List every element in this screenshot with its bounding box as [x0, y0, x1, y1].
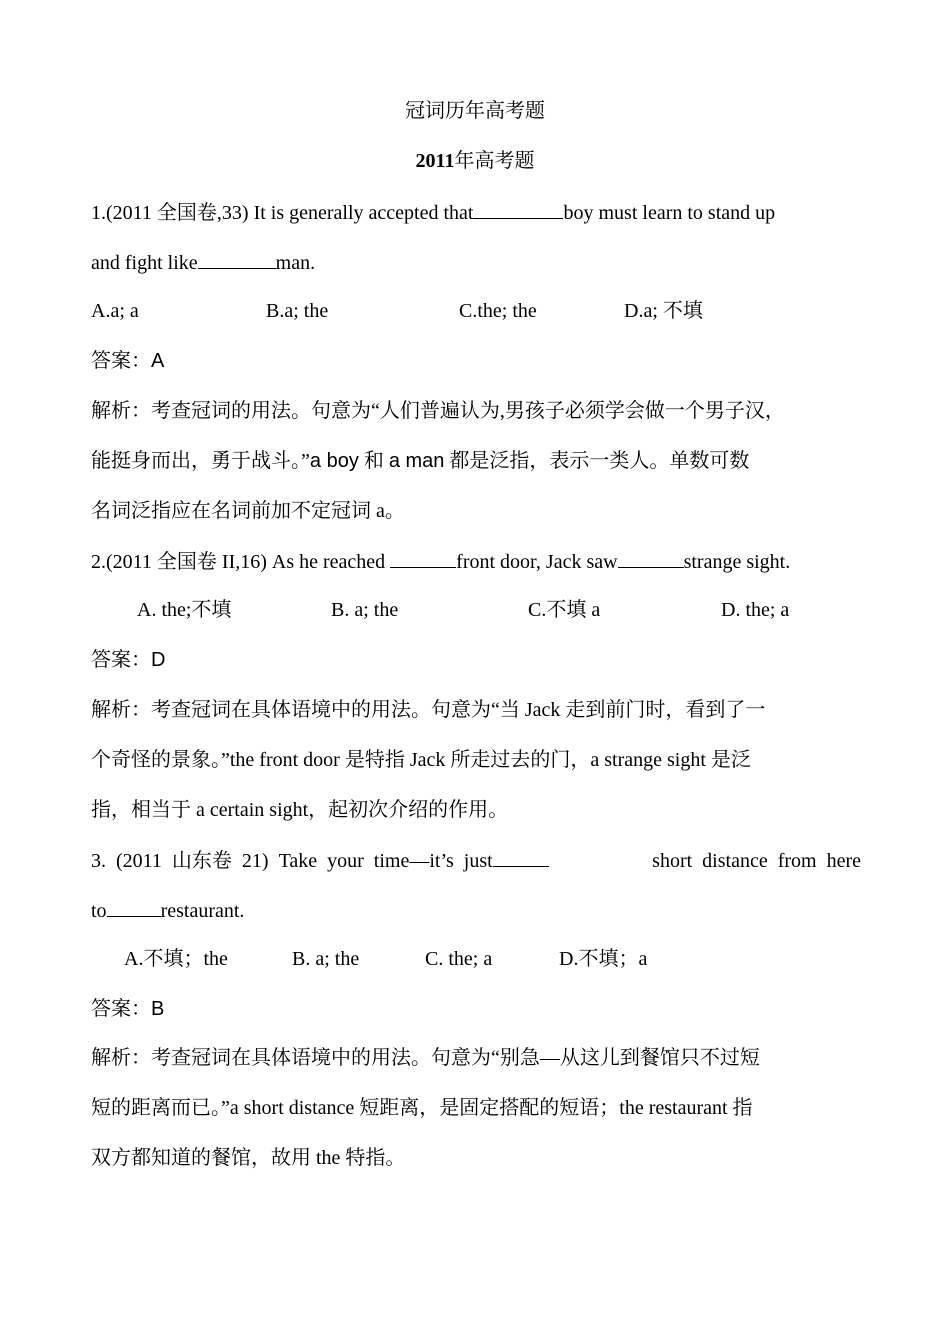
- q1-stem-part: man.: [275, 252, 316, 274]
- q1-stem-part: boy must learn to stand up: [563, 202, 776, 224]
- q2-option-a: A. the;不填: [137, 599, 232, 621]
- q1-options: [91, 298, 861, 324]
- answer-value: D: [151, 649, 166, 671]
- q2-explanation-line1: 解析：考查冠词在具体语境中的用法。句意为“当 Jack 走到前门时，看到了一: [91, 699, 766, 721]
- q3-options: [91, 946, 861, 972]
- q3-answer: [91, 996, 861, 1022]
- q2-option-d: D. the; a: [721, 599, 790, 621]
- q1-explanation-line2: [91, 448, 861, 474]
- q3-option-b: B. a; the: [292, 948, 360, 970]
- q2-blank-1: [390, 547, 456, 568]
- q3-blank-1: [493, 846, 549, 867]
- q2-option-b: B. a; the: [331, 599, 399, 621]
- q3-blank-2: [107, 896, 161, 917]
- q3-stem-line2: [91, 896, 861, 924]
- q1-stem-part: and fight like: [91, 252, 198, 274]
- q1-exp-part: a man: [388, 450, 445, 472]
- section-heading-text: 年高考题: [454, 150, 535, 172]
- q3-stem-part: restaurant.: [160, 900, 245, 922]
- q3-stem-line1: [91, 846, 861, 874]
- document-title: 冠词历年高考题: [405, 100, 545, 122]
- q1-exp-part: 和: [358, 450, 389, 472]
- q2-answer: [91, 647, 861, 673]
- q1-exp-part: 能挺身而出，勇于战斗。”: [91, 450, 310, 472]
- q2-stem-part: 2.(2011 全国卷 II,16) As he reached: [91, 551, 391, 573]
- q1-option-b: B.a; the: [266, 300, 329, 322]
- q1-stem-line2: [91, 248, 861, 276]
- answer-label: 答案：: [91, 350, 151, 372]
- q3-explanation-line2: 短的距离而已。”a short distance 短距离，是固定搭配的短语；the restaurant 指: [91, 1097, 753, 1119]
- answer-label: 答案：: [91, 649, 151, 671]
- q2-explanation-line3: 指，相当于 a certain sight，起初次介绍的作用。: [91, 799, 509, 821]
- q1-exp-part: a boy: [309, 450, 359, 472]
- q3-stem-part: 3. (2011 山东卷 21) Take your time—it’s just: [91, 850, 493, 872]
- q2-blank-2: [618, 547, 684, 568]
- answer-value: A: [151, 350, 165, 372]
- section-heading: [0, 148, 950, 174]
- q1-option-d: D.a; 不填: [624, 300, 703, 322]
- q1-exp-part: 都是泛指，表示一类人。单数可数: [444, 450, 750, 472]
- q2-explanation-line2: 个奇怪的景象。”the front door 是特指 Jack 所走过去的门，a strange sight 是泛: [91, 749, 751, 771]
- q3-option-a: A.不填；the: [124, 948, 228, 970]
- q1-explanation-line1: 解析：考查冠词的用法。句意为“人们普遍认为,男孩子必须学会做一个男子汉，: [91, 400, 785, 422]
- q3-option-c: C. the; a: [425, 948, 493, 970]
- q1-blank-2: [198, 248, 276, 269]
- q2-stem-part: strange sight.: [683, 551, 791, 573]
- q1-blank-1: [473, 198, 563, 219]
- q2-stem: [91, 547, 861, 575]
- q1-option-a: A.a; a: [91, 300, 139, 322]
- q1-stem-line1: [91, 198, 861, 226]
- q1-stem-part: 1.(2011 全国卷,33) It is generally accepted that: [91, 202, 474, 224]
- q3-stem-part: short distance from here: [652, 850, 861, 872]
- q3-option-d: D.不填；a: [559, 948, 648, 970]
- q3-explanation-line1: 解析：考查冠词在具体语境中的用法。句意为“别急—从这儿到餐馆只不过短: [91, 1047, 760, 1069]
- answer-value: B: [151, 998, 165, 1020]
- q1-option-c: C.the; the: [459, 300, 537, 322]
- q2-option-c: C.不填 a: [528, 599, 601, 621]
- section-year: 2011: [415, 150, 455, 172]
- q2-stem-part: front door, Jack saw: [456, 551, 618, 573]
- q1-answer: [91, 348, 861, 374]
- q2-options: [91, 597, 861, 623]
- q1-explanation-line3: 名词泛指应在名词前加不定冠词 a。: [91, 500, 405, 522]
- q3-explanation-line3: 双方都知道的餐馆，故用 the 特指。: [91, 1147, 406, 1169]
- answer-label: 答案：: [91, 998, 151, 1020]
- q3-stem-part: to: [91, 900, 107, 922]
